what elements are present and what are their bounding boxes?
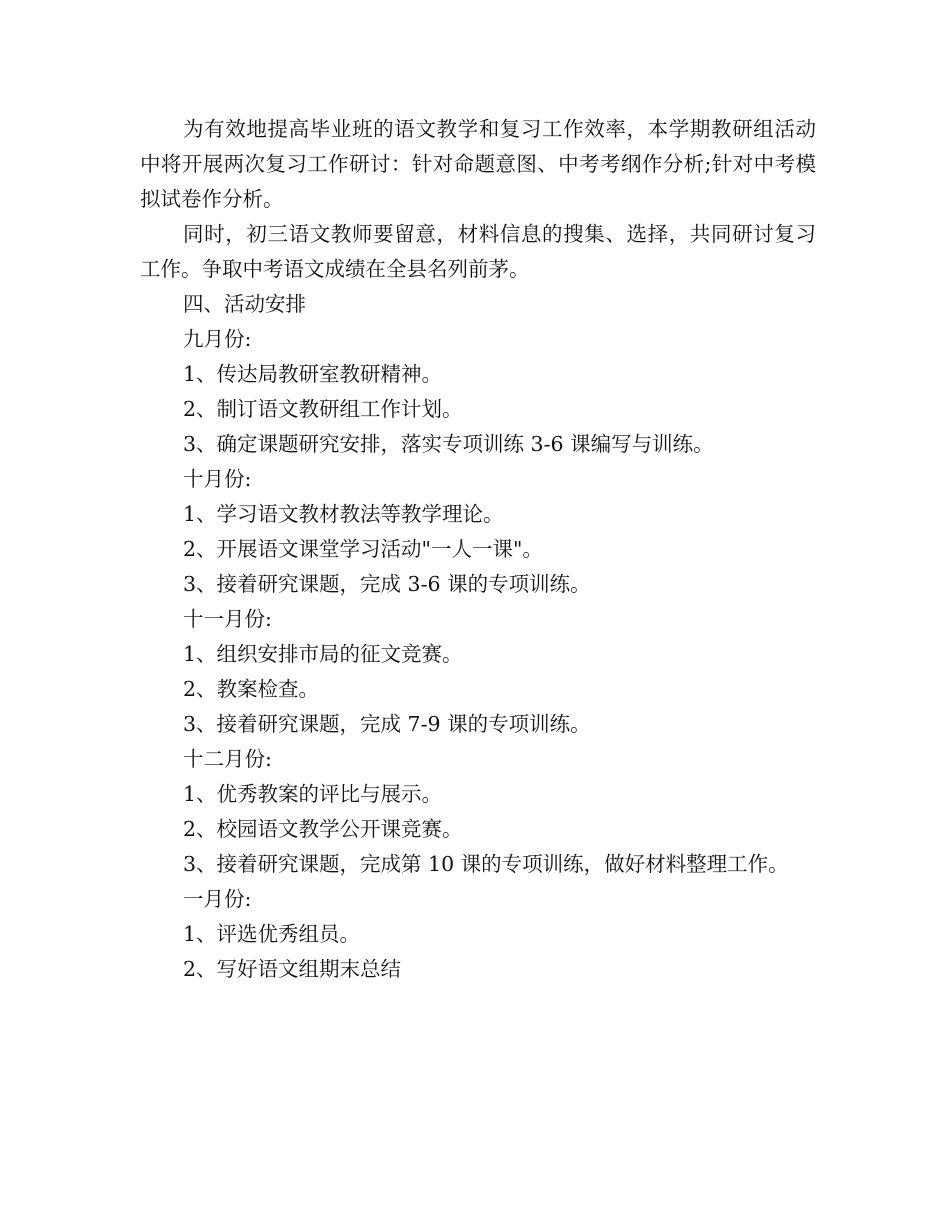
list-item: 2、写好语文组期末总结 xyxy=(183,957,402,981)
list-item: 1、传达局教研室教研精神。 xyxy=(183,362,443,386)
list-item: 3、接着研究课题，完成 3-6 课的专项训练。 xyxy=(183,572,591,596)
section-heading: 四、活动安排 xyxy=(183,292,306,316)
paragraph-teacher-attention: 同时，初三语文教师要留意，材料信息的搜集、选择，共同研讨复习工作。争取中考语文成绩在全县名列前茅。 xyxy=(140,222,816,281)
list-item: 3、确定课题研究安排，落实专项训练 3-6 课编写与训练。 xyxy=(183,432,714,456)
list-item: 2、开展语文课堂学习活动"一人一课"。 xyxy=(183,537,543,561)
month-title-december: 十二月份: xyxy=(183,747,272,771)
month-title-october: 十月份: xyxy=(183,467,252,491)
list-item: 1、学习语文教材教法等教学理论。 xyxy=(183,502,504,526)
list-item: 3、接着研究课题，完成 7-9 课的专项训练。 xyxy=(183,712,591,736)
paragraph-review-work: 为有效地提高毕业班的语文教学和复习工作效率，本学期教研组活动中将开展两次复习工作研讨：针对命题意图、中考考纲作分析;针对中考模拟试卷作分析。 xyxy=(140,117,816,211)
list-item: 2、制订语文教研组工作计划。 xyxy=(183,397,463,421)
month-title-november: 十一月份: xyxy=(183,607,272,631)
list-item: 1、组织安排市局的征文竞赛。 xyxy=(183,642,463,666)
list-item: 1、优秀教案的评比与展示。 xyxy=(183,782,443,806)
list-item: 1、评选优秀组员。 xyxy=(183,922,361,946)
document-body xyxy=(140,112,816,987)
month-title-september: 九月份: xyxy=(183,327,252,351)
list-item: 3、接着研究课题，完成第 10 课的专项训练，做好材料整理工作。 xyxy=(183,852,789,876)
list-item: 2、教案检查。 xyxy=(183,677,320,701)
list-item: 2、校园语文教学公开课竞赛。 xyxy=(183,817,463,841)
month-title-january: 一月份: xyxy=(183,887,252,911)
